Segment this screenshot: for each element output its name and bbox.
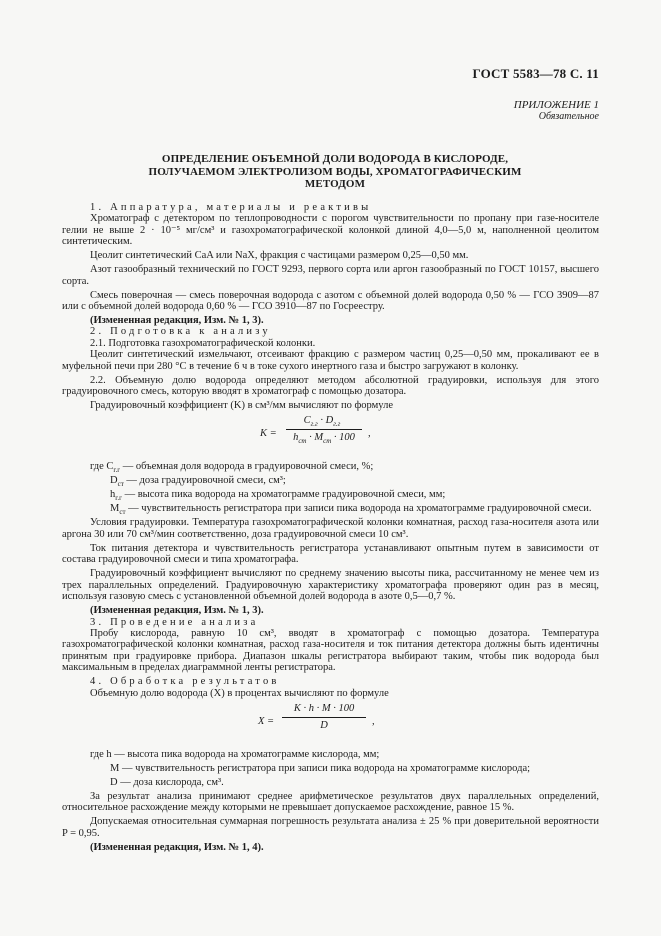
- formula-x: [62, 703, 599, 743]
- formula-x-numerator: K · h · M · 100: [293, 702, 355, 714]
- document-body: [62, 202, 599, 853]
- section-2-heading: 2. Подготовка к анализу: [90, 326, 271, 338]
- s2-paragraph-1: Цеолит синтетический измельчают, отсеивают фракцию с размером частиц 0,25—0,50 мм, прокаливают ее в муфельной печи при 280 °C в течение 6 ч в токе сухого инертного газа и быстро загружают в колонку.: [62, 349, 599, 372]
- s3-paragraph-1: Пробу кислорода, равную 10 см³, вводят в хроматограф с помощью дозатора. Температура газохроматографической колонки комнатная, расход газа-носителя и ток питания детектора должны быть идентичны принятым при градуировке прибора. Диапазон шкалы регистратора выбирают таким, чтобы пик водорода был максимальным в пределах диаграммной ленты регистратора.: [62, 627, 599, 674]
- s1-paragraph-2: Цеолит синтетический CaA или NaX, фракция с частицами размером 0,25—0,50 мм.: [90, 250, 469, 262]
- s1-paragraph-4: Смесь поверочная — смесь поверочная водорода с азотом с объемной долей водорода 0,50 % — ГСО 3909—87 или с объемной долей водорода 0,60 % — ГСО 3910—87 по Госреестру.: [62, 289, 599, 313]
- s2-subheading-2-1: 2.1. Подготовка газохроматографической колонки.: [90, 337, 316, 349]
- formula-k: [62, 415, 599, 455]
- s4-paragraph-1: Объемную долю водорода (X) в процентах вычисляют по формуле: [90, 687, 389, 699]
- s2-paragraph-5: Ток питания детектора и чувствительность регистратора устанавливают опытным путем в зависимости от состава градуировочной смеси и типа хроматографа.: [62, 542, 599, 566]
- formula-k-fraction-bar: [286, 429, 362, 430]
- s2-paragraph-3: Градуировочный коэффициент (K) в см³/мм вычисляют по формуле: [90, 400, 393, 412]
- s4-paragraph-3: Допускаемая относительная суммарная погрешность результата анализа ± 25 % при доверительной вероятности P = 0,95.: [62, 816, 599, 839]
- appendix-number: ПРИЛОЖЕНИЕ 1: [513, 99, 599, 111]
- s2-paragraph-2: 2.2. Объемную долю водорода определяют методом абсолютной градуировки, используя для этого градуировочного смесь, которую вводят в хроматограф с помощью дозатора.: [62, 374, 599, 398]
- s1-edit-note: (Измененная редакция, Изм. № 1, 3).: [90, 315, 264, 327]
- s2-edit-note: (Измененная редакция, Изм. № 1, 3).: [90, 605, 264, 617]
- formula-k-lhs: K =: [260, 428, 277, 440]
- formula-x-denominator: D: [320, 719, 328, 731]
- s4-edit-note: (Измененная редакция, Изм. № 1, 4).: [90, 841, 264, 853]
- s4-where-2: M — чувствительность регистратора при записи пика водорода на хроматограмме кислорода;: [110, 762, 531, 774]
- document-title: [100, 153, 570, 191]
- s2-where-4: $M_{ст}$ — чувствительность регистратора при записи пика водорода на хроматограмме градуировочной смеси.: [110, 503, 592, 517]
- formula-x-lhs: X =: [258, 715, 275, 727]
- s2-where-3: $h_{г.г}$ — высота пика водорода на хроматограмме градуировочной смеси, мм;: [110, 489, 446, 503]
- s2-paragraph-4: Условия градуировки. Температура газохроматографической колонки комнатная, расход газа-носителя азота или аргона 30 или 70 см³/мин соответственно, доза градуировочной смеси 10 см³.: [62, 517, 599, 540]
- appendix-status: Обязательное: [538, 111, 599, 122]
- s2-where-1: где $C_{г.г}$ — объемная доля водорода в градуировочной смеси, %;: [90, 461, 374, 475]
- s4-paragraph-2: За результат анализа принимают среднее арифметическое результатов двух параллельных определений, относительное расхождение между которыми не превышает допускаемое расхождение, равное 15 %.: [62, 790, 599, 814]
- section-3-heading: 3. Проведение анализа: [90, 616, 259, 628]
- section-1-heading: 1. Аппаратура, материалы и реактивы: [90, 202, 372, 213]
- formula-x-fraction-bar: [282, 717, 366, 718]
- s1-paragraph-1: Хроматограф с детектором по теплопроводности с порогом чувствительности по пропану при газе-носителе гелии не выше 2 · 10⁻⁵ мг/см³ и газохроматографической колонкой длиной 4,0—5,0 м, наполненной цеолитом синтетическим.: [62, 213, 599, 248]
- section-4-heading: 4. Обработка результатов: [90, 676, 280, 688]
- formula-k-numerator: $C_{г.г} \cdot D_{г.г}$: [303, 415, 341, 429]
- title-line-2: ПОЛУЧАЕМОМ ЭЛЕКТРОЛИЗОМ ВОДЫ, ХРОМАТОГРАФИЧЕСКИМ: [148, 165, 522, 178]
- s2-paragraph-6: Градуировочный коэффициент вычисляют по среднему значению высоты пика, рассчитанному не менее чем из трех параллельных определений. Градуировочную характеристику хроматографа проверяют один раз в месяц, используя газовую смесь с установленной объемной долей водорода в азоте 0,5—0,7 %.: [62, 568, 599, 603]
- formula-k-denominator: $h_{ст} \cdot M_{ст} \cdot 100$: [293, 432, 355, 446]
- s4-where-3: D — доза кислорода, см³.: [110, 776, 224, 788]
- formula-x-tail: ,: [372, 715, 375, 727]
- s1-paragraph-3: Азот газообразный технический по ГОСТ 9293, первого сорта или аргон газообразный по ГОСТ 10157, высшего сорта.: [62, 264, 599, 287]
- appendix-label: [514, 100, 599, 122]
- formula-k-tail: ,: [368, 428, 371, 440]
- s2-where-2: $D_{ст}$ — доза градуировочной смеси, см³;: [110, 475, 286, 489]
- title-line-3: МЕТОДОМ: [304, 178, 366, 190]
- s4-where-1: где h — высота пика водорода на хроматограмме кислорода, мм;: [90, 748, 380, 760]
- page-header: ГОСТ 5583—78 С. 11: [472, 66, 599, 81]
- title-line-1: ОПРЕДЕЛЕНИЕ ОБЪЕМНОЙ ДОЛИ ВОДОРОДА В КИСЛОРОДЕ,: [161, 153, 509, 165]
